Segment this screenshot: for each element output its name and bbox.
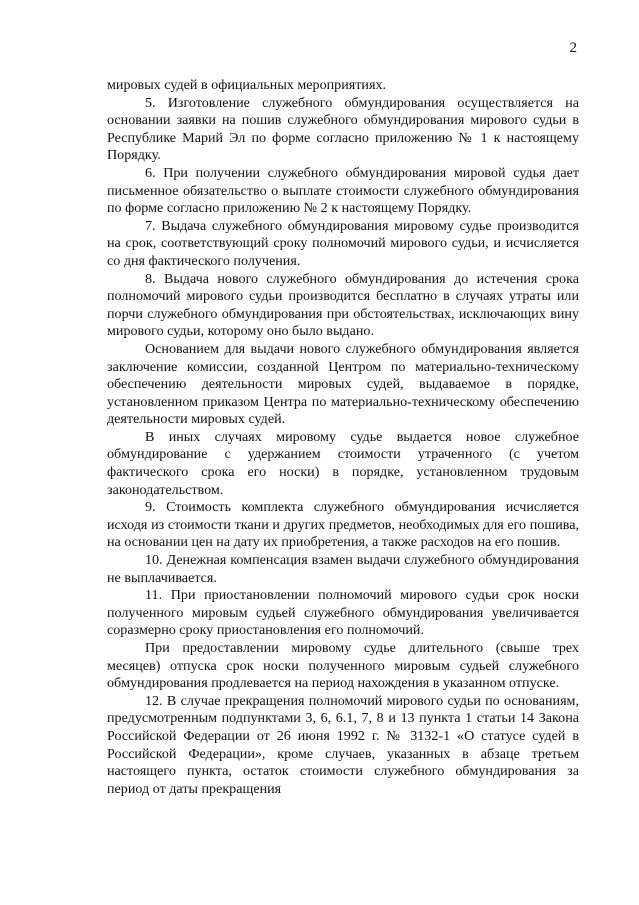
paragraph: 10. Денежная компенсация взамен выдачи служебного обмундирования не выплачивается. [107,552,579,586]
paragraph: 5. Изготовление служебного обмундирования осуществляется на основании заявки на пошив служебного обмундирования мирового судьи в Республике Марий Эл по форме согласно приложению № 1 к настоящему Порядку. [107,94,579,164]
paragraph: 7. Выдача служебного обмундирования мировому судье производится на срок, соответствующий сроку полномочий мирового судьи, и исчисляется со дня фактического получения. [107,217,579,269]
document-body [107,77,579,798]
paragraph: При предоставлении мировому судье длительного (свыше трех месяцев) отпуска срок носки полученного мировым судьей служебного обмундирования продлевается на период нахождения в указанном отпуске. [107,640,579,692]
paragraph: 11. При приостановлении полномочий мирового судьи срок носки полученного мировым судьей служебного обмундирования увеличивается соразмерно сроку приостановления его полномочий. [107,587,579,639]
paragraph: 8. Выдача нового служебного обмундирования до истечения срока полномочий мирового судьи производится бесплатно в случаях утраты или порчи служебного обмундирования при обстоятельствах, исключающих вину мирового судьи, которому оно было выдано. [107,270,579,340]
paragraph: 12. В случае прекращения полномочий мирового судьи по основаниям, предусмотренным подпунктами 3, 6, 6.1, 7, 8 и 13 пункта 1 статьи 14 Закона Российской Федерации от 26 июня 1992 г. № 3132-1 «О статусе судей в Российской Федерации», кроме случаев, указанных в абзаце третьем настоящего пункта, остаток стоимости служебного обмундирования за период от даты прекращения [107,692,579,797]
paragraph: мировых судей в официальных мероприятиях. [107,77,387,93]
paragraph: Основанием для выдачи нового служебного обмундирования является заключение комиссии, созданной Центром по материально-техническому обеспечению деятельности мировых судей, выдаваемое в порядке, установленном приказом Центра по материально-техническому обеспечению деятельности мировых судей. [107,340,579,428]
paragraph: 6. При получении служебного обмундирования мировой судья дает письменное обязательство о выплате стоимости служебного обмундирования по форме согласно приложению № 2 к настоящему Порядку. [107,164,579,217]
paragraph: В иных случаях мировому судье выдается новое служебное обмундирование с удержанием стоимости утраченного (с учетом фактического срока его носки) в порядке, установленном трудовым законодательством. [107,428,579,498]
page-number: 2 [569,40,577,56]
paragraph: 9. Стоимость комплекта служебного обмундирования исчисляется исходя из стоимости ткани и других предметов, необходимых для его пошива, на основании цен на дату их приобретения, а также расходов на его пошив. [107,499,579,551]
